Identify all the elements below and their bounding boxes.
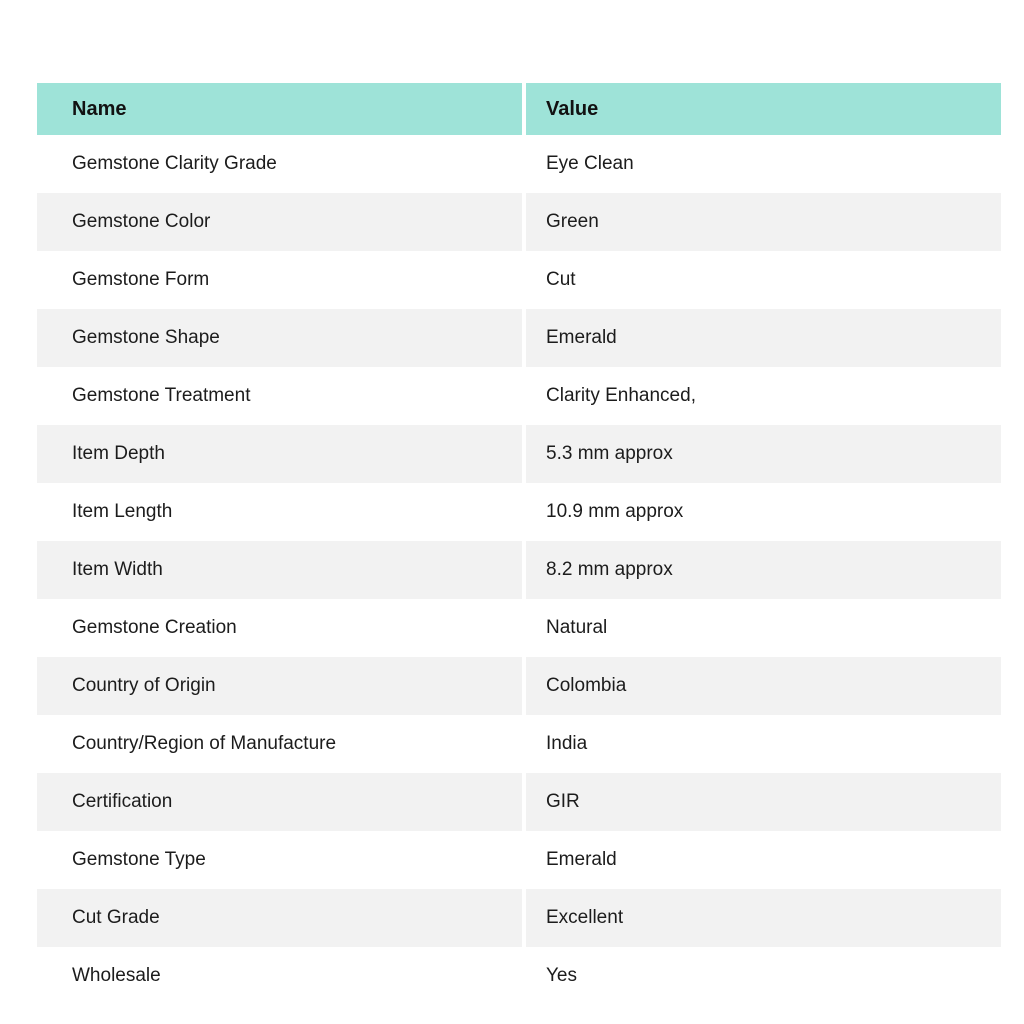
spec-name-cell: Country/Region of Manufacture xyxy=(37,715,522,773)
spec-name-cell: Item Depth xyxy=(37,425,522,483)
spec-value-cell: Cut xyxy=(526,251,1001,309)
table-row xyxy=(37,541,1001,599)
spec-name-cell: Gemstone Type xyxy=(37,831,522,889)
table-row xyxy=(37,251,1001,309)
table-row xyxy=(37,715,1001,773)
spec-name-cell: Item Length xyxy=(37,483,522,541)
spec-name-cell: Gemstone Treatment xyxy=(37,367,522,425)
spec-name-cell: Gemstone Shape xyxy=(37,309,522,367)
spec-value-cell: Emerald xyxy=(526,309,1001,367)
spec-value-cell: Clarity Enhanced, xyxy=(526,367,1001,425)
table-row xyxy=(37,309,1001,367)
spec-value-cell: Natural xyxy=(526,599,1001,657)
spec-name-cell: Country of Origin xyxy=(37,657,522,715)
spec-value-cell: 5.3 mm approx xyxy=(526,425,1001,483)
column-header-value: Value xyxy=(526,83,1001,135)
spec-value-cell: Emerald xyxy=(526,831,1001,889)
table-row xyxy=(37,135,1001,193)
table-row xyxy=(37,773,1001,831)
table-row xyxy=(37,193,1001,251)
table-row xyxy=(37,483,1001,541)
table-row xyxy=(37,889,1001,947)
spec-name-cell: Cut Grade xyxy=(37,889,522,947)
spec-value-cell: Yes xyxy=(526,947,1001,1005)
column-header-name: Name xyxy=(37,83,522,135)
spec-value-cell: GIR xyxy=(526,773,1001,831)
spec-name-cell: Gemstone Form xyxy=(37,251,522,309)
spec-value-cell: 10.9 mm approx xyxy=(526,483,1001,541)
spec-name-cell: Gemstone Creation xyxy=(37,599,522,657)
spec-value-cell: Excellent xyxy=(526,889,1001,947)
table-row xyxy=(37,599,1001,657)
spec-name-cell: Certification xyxy=(37,773,522,831)
table-row xyxy=(37,367,1001,425)
spec-name-cell: Wholesale xyxy=(37,947,522,1005)
spec-value-cell: India xyxy=(526,715,1001,773)
spec-value-cell: Green xyxy=(526,193,1001,251)
spec-name-cell: Item Width xyxy=(37,541,522,599)
table-header-row xyxy=(37,83,1001,135)
spec-name-cell: Gemstone Color xyxy=(37,193,522,251)
table-row xyxy=(37,657,1001,715)
table-row xyxy=(37,831,1001,889)
spec-value-cell: Colombia xyxy=(526,657,1001,715)
item-specifics-table xyxy=(37,83,1001,1005)
table-row xyxy=(37,425,1001,483)
table-body xyxy=(37,135,1001,1005)
spec-name-cell: Gemstone Clarity Grade xyxy=(37,135,522,193)
table-row xyxy=(37,947,1001,1005)
spec-value-cell: Eye Clean xyxy=(526,135,1001,193)
spec-value-cell: 8.2 mm approx xyxy=(526,541,1001,599)
